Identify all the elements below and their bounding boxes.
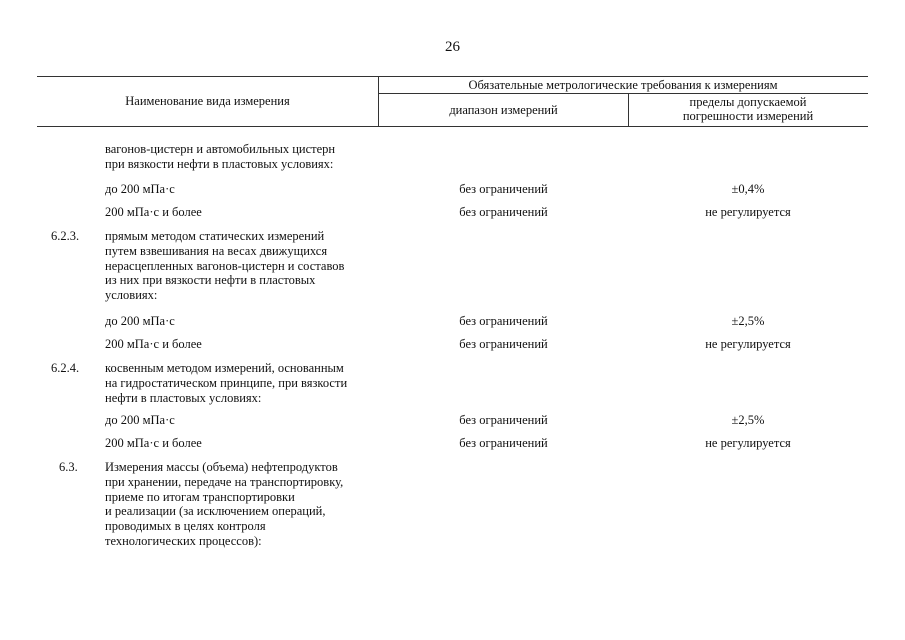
header-range: диапазон измерений	[449, 103, 558, 117]
row-error: ±2,5%	[731, 413, 765, 427]
row-range: без ограничений	[459, 413, 548, 427]
row-description: 200 мПа·с и более	[105, 337, 202, 351]
row-description: косвенным методом измерений, основанным на гидростатическом принципе, при вязкости нефти в пластовых условиях:	[105, 361, 348, 405]
row-error: ±0,4%	[731, 182, 765, 196]
row-description: вагонов-цистерн и автомобильных цистерн при вязкости нефти в пластовых условиях:	[105, 142, 336, 171]
row-description: 200 мПа·с и более	[105, 436, 202, 450]
header-error-limits: пределы допускаемой погрешности измерений	[682, 95, 814, 123]
row-description: 200 мПа·с и более	[105, 205, 202, 219]
row-error: не регулируется	[705, 337, 791, 351]
section-number: 6.3.	[59, 460, 78, 474]
row-range: без ограничений	[459, 314, 548, 328]
section-number: 6.2.3.	[51, 229, 80, 243]
row-error: ±2,5%	[731, 314, 765, 328]
row-range: без ограничений	[459, 205, 548, 219]
row-description: Измерения массы (объема) нефтепродуктов при хранении, передаче на транспортировку, приеме по итогам транспортировки и реализации (за исключением операций, проводимых в целях контроля технологических процессов):	[105, 460, 344, 548]
row-range: без ограничений	[459, 337, 548, 351]
row-range: без ограничений	[459, 182, 548, 196]
row-description: прямым методом статических измерений путем взвешивания на весах движущихся нерасцепленных вагонов-цистерн и составов из них при вязкости нефти в пластовых условиях:	[105, 229, 345, 303]
row-description: до 200 мПа·с	[105, 413, 175, 427]
row-description: до 200 мПа·с	[105, 314, 175, 328]
row-error: не регулируется	[705, 205, 791, 219]
row-description: до 200 мПа·с	[105, 182, 175, 196]
header-measurement-type: Наименование вида измерения	[125, 94, 290, 108]
section-number: 6.2.4.	[51, 361, 80, 375]
page-number: 26	[445, 39, 460, 55]
row-error: не регулируется	[705, 436, 791, 450]
header-requirements-group: Обязательные метрологические требования к измерениям	[468, 78, 778, 92]
header-group-divider	[378, 93, 868, 94]
row-range: без ограничений	[459, 436, 548, 450]
table-top-border	[37, 76, 868, 77]
header-bottom-border	[37, 126, 868, 127]
